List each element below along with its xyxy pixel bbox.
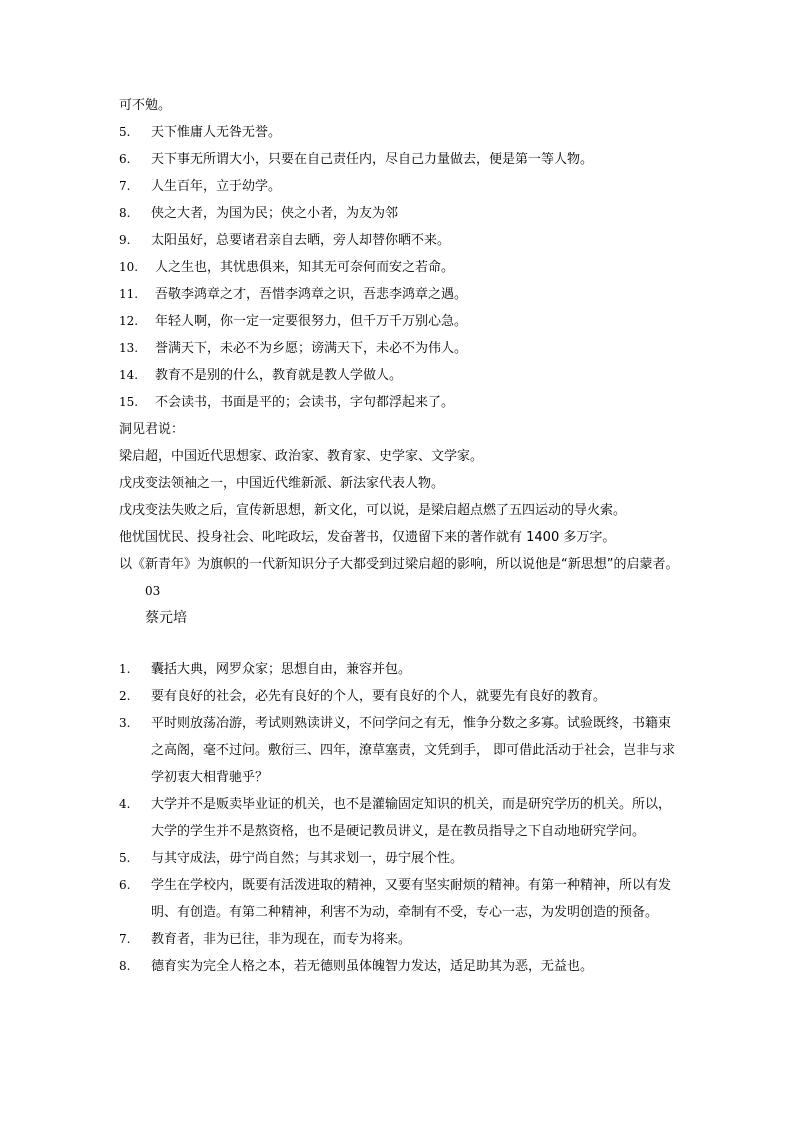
section-title: 蔡元培	[145, 610, 187, 626]
quote-list-liang	[119, 119, 681, 416]
item-number: 6.	[119, 878, 131, 892]
continued-line: 可不勉。	[119, 98, 172, 113]
item-number: 11.	[119, 287, 139, 301]
list-item	[119, 281, 681, 308]
list-item	[119, 656, 681, 683]
item-text: 誉满天下，未必不为乡愿；谤满天下，未必不为伟人。	[155, 341, 468, 356]
list-item	[119, 710, 681, 791]
item-number: 13.	[119, 341, 139, 355]
item-number: 6.	[119, 152, 131, 166]
item-number: 5.	[119, 125, 131, 139]
item-number: 2.	[119, 689, 131, 703]
item-text: 教育者，非为已往，非为现在，而专为将来。	[151, 932, 412, 947]
item-text: 平时则放荡冶游，考试则熟读讲义，不问学问之有无，惟争分数之多寡。试验既终，书籍束之高阁，毫不过问。敷衍三、四年，潦草塞责，文凭到手， 即可借此活动于社会，岂非与求学初衷大相背驰乎？	[151, 716, 676, 785]
list-item	[119, 173, 681, 200]
comment-line: 他忧国忧民、投身社会、叱咤政坛，发奋著书，仅遗留下来的著作就有 1400 多万字。	[119, 530, 616, 545]
document-body	[119, 92, 681, 980]
item-text: 教育不是别的什么，教育就是教人学做人。	[155, 368, 403, 383]
item-text: 德育实为完全人格之本，若无德则虽体魄智力发达，适足助其为恶，无益也。	[151, 959, 594, 974]
item-number: 5.	[119, 851, 131, 865]
item-text: 人之生也，其忧患俱来，知其无可奈何而安之若命。	[155, 260, 455, 275]
section-number: 03	[145, 584, 161, 598]
item-number: 4.	[119, 797, 131, 811]
comment-line: 梁启超，中国近代思想家、政治家、教育家、史学家、文学家。	[119, 449, 484, 464]
list-item	[119, 119, 681, 146]
spacer	[119, 632, 681, 656]
item-text: 大学并不是贩卖毕业证的机关，也不是灌输固定知识的机关，而是研究学历的机关。所以，大学的学生并不是熬资格，也不是硬记教员讲义，是在教员指导之下自动地研究学问。	[151, 797, 672, 839]
item-number: 15.	[119, 395, 139, 409]
comment-block	[119, 443, 681, 578]
item-text: 不会读书，书面是平的；会读书，字句都浮起来了。	[155, 395, 455, 410]
item-text: 与其守成法，毋宁尚自然；与其求划一，毋宁展个性。	[151, 851, 464, 866]
list-item	[119, 389, 681, 416]
item-number: 14.	[119, 368, 139, 382]
list-item	[119, 254, 681, 281]
item-number: 1.	[119, 662, 131, 676]
comment-line: 戊戌变法领袖之一，中国近代维新派、新法家代表人物。	[119, 476, 445, 491]
item-text: 要有良好的社会，必先有良好的个人，要有良好的个人，就要先有良好的教育。	[151, 689, 607, 704]
comment-paragraph: 以《新青年》为旗帜的一代新知识分子大都受到过梁启超的影响，所以说他是“新思想”的启蒙者。	[119, 557, 679, 572]
list-item	[119, 926, 681, 953]
comment-label: 洞见君说：	[119, 422, 185, 437]
item-text: 天下事无所谓大小，只要在自己责任内，尽自己力量做去，便是第一等人物。	[151, 152, 594, 167]
item-number: 8.	[119, 206, 131, 220]
item-number: 10.	[119, 260, 139, 274]
item-text: 学生在学校内，既要有活泼进取的精神，又要有坚实耐烦的精神。有第一种精神，所以有发明、有创造。有第二种精神，利害不为动，牵制有不受，专心一志，为发明创造的预备。	[151, 878, 672, 920]
item-number: 7.	[119, 932, 131, 946]
list-item	[119, 791, 681, 845]
item-number: 12.	[119, 314, 139, 328]
item-number: 9.	[119, 233, 131, 247]
item-text: 吾敬李鸿章之才，吾惜李鸿章之识，吾悲李鸿章之遇。	[155, 287, 468, 302]
list-item	[119, 308, 681, 335]
item-number: 8.	[119, 959, 131, 973]
list-item	[119, 146, 681, 173]
list-item	[119, 872, 681, 926]
item-text: 年轻人啊，你一定一定要很努力，但千万千万别心急。	[155, 314, 468, 329]
list-item	[119, 845, 681, 872]
item-text: 太阳虽好，总要诸君亲自去晒，旁人却替你晒不来。	[151, 233, 451, 248]
item-text: 天下惟庸人无咎无誉。	[151, 125, 282, 140]
list-item	[119, 362, 681, 389]
list-item	[119, 227, 681, 254]
item-text: 侠之大者，为国为民；侠之小者，为友为邻	[151, 206, 399, 221]
item-text: 人生百年，立于幼学。	[151, 179, 282, 194]
list-item	[119, 953, 681, 980]
list-item	[119, 200, 681, 227]
item-number: 3.	[119, 716, 131, 730]
list-item	[119, 683, 681, 710]
item-number: 7.	[119, 179, 131, 193]
item-text: 囊括大典，网罗众家；思想自由，兼容并包。	[151, 662, 412, 677]
comment-line: 戊戌变法失败之后，宣传新思想，新文化，可以说，是梁启超点燃了五四运动的导火索。	[119, 503, 627, 518]
list-item	[119, 335, 681, 362]
quote-list-cai	[119, 656, 681, 980]
